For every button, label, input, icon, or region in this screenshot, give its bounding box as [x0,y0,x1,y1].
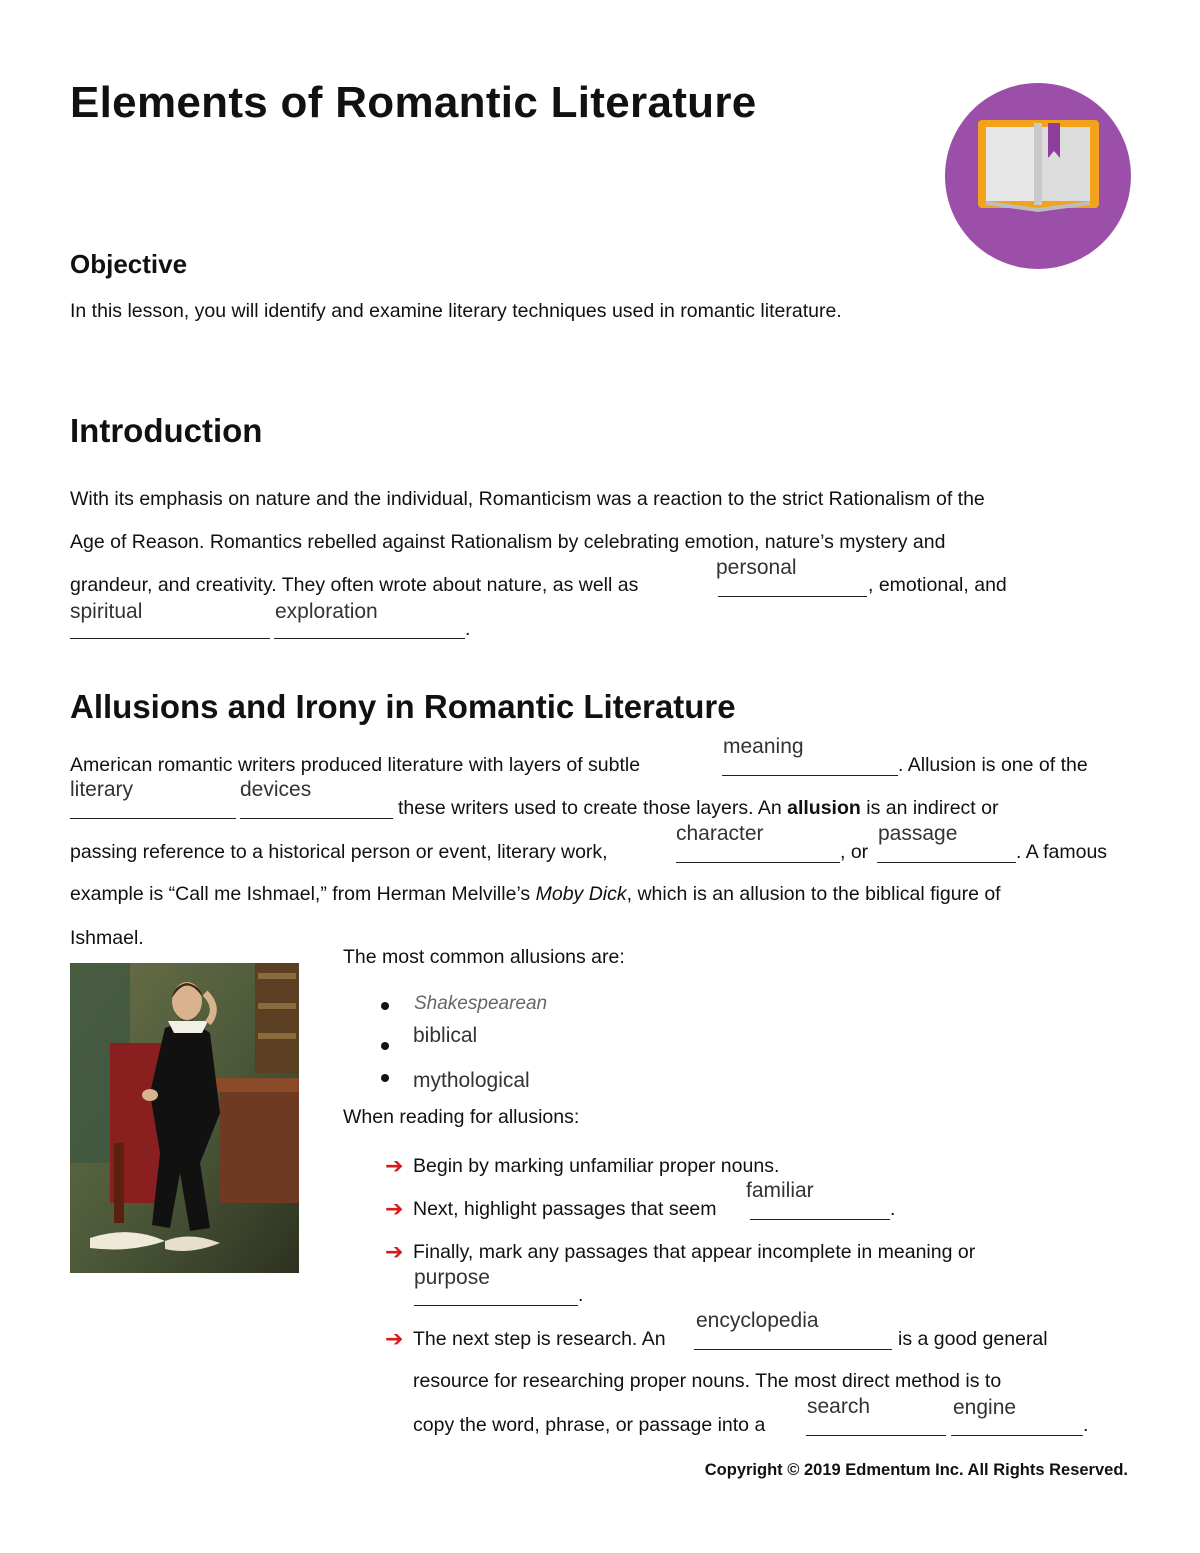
answer-passage[interactable]: passage [878,822,958,845]
reading-step-3: Finally, mark any passages that appear incomplete in meaning or [413,1241,976,1263]
right-arrow-icon: ➔ [385,1196,404,1221]
answer-character[interactable]: character [676,822,764,845]
answer-spiritual[interactable]: spiritual [70,600,143,623]
objective-heading: Objective [70,249,188,279]
answer-purpose[interactable]: purpose [414,1266,490,1289]
blank-line [718,596,867,597]
page-title: Elements of Romantic Literature [70,78,757,127]
reading-step-2b: . [890,1198,896,1220]
right-arrow-icon: ➔ [385,1153,404,1178]
blank-line [274,638,465,639]
blank-line [70,818,236,819]
blank-line [806,1435,946,1436]
reading-step-4a: The next step is research. An [413,1328,666,1350]
blank-line [877,862,1016,863]
blank-line [676,862,840,863]
shakespeare-portrait [70,963,299,1273]
objective-text: In this lesson, you will identify and examine literary techniques used in romantic literature. [70,300,842,322]
intro-line-3b: , emotional, and [868,574,1007,596]
allusions-line-1a: American romantic writers produced literature with layers of subtle [70,754,641,776]
intro-line-3a: grandeur, and creativity. They often wrote about nature, as well as [70,574,639,596]
allusions-line-5: Ishmael. [70,927,144,949]
answer-encyclopedia[interactable]: encyclopedia [696,1309,819,1332]
reading-step-4-line-3: copy the word, phrase, or passage into a [413,1414,766,1436]
answer-literary[interactable]: literary [70,778,134,801]
blank-line [694,1349,892,1350]
bullet-dot [381,1042,389,1050]
allusions-line-3a: passing reference to a historical person or event, literary work, [70,841,608,863]
blank-line [70,638,270,639]
answer-search[interactable]: search [807,1395,871,1418]
blank-line [240,818,393,819]
answer-familiar[interactable]: familiar [746,1179,814,1202]
allusions-line-3c: . A famous [1016,841,1108,863]
reading-step-4-end: . [1083,1414,1089,1436]
allusions-line-3b: , or [840,841,869,863]
right-arrow-icon: ➔ [385,1239,404,1264]
blank-line [951,1435,1083,1436]
open-book-icon [945,83,1131,269]
bullet-dot [381,1002,389,1010]
list-item[interactable]: mythological [413,1069,530,1092]
answer-devices[interactable]: devices [240,778,312,801]
answer-meaning[interactable]: meaning [723,735,804,758]
copyright-footer: Copyright © 2019 Edmentum Inc. All Rights Reserved. [704,1461,1128,1479]
allusions-line-2: these writers used to create those layers. An allusion is an indirect or [398,797,999,819]
reading-step-4b: is a good general [898,1328,1048,1350]
intro-line-1: With its emphasis on nature and the individual, Romanticism was a reaction to the strict Rationalism of the [70,488,985,510]
blank-line [750,1219,890,1220]
list-item[interactable]: biblical [413,1024,478,1047]
allusions-line-1b: . Allusion is one of the [898,754,1088,776]
intro-line-4-end: . [465,618,471,640]
blank-line [722,775,898,776]
answer-personal[interactable]: personal [716,556,797,579]
bullet-dot [381,1074,389,1082]
common-allusions-label: The most common allusions are: [343,946,625,968]
reading-step-2a: Next, highlight passages that seem [413,1198,717,1220]
reading-step-1: Begin by marking unfamiliar proper nouns. [413,1155,780,1177]
reading-step-4-line-2: resource for researching proper nouns. The most direct method is to [413,1370,1002,1392]
introduction-heading: Introduction [70,412,263,449]
blank-line [414,1305,578,1306]
answer-exploration[interactable]: exploration [275,600,378,623]
right-arrow-icon: ➔ [385,1326,404,1351]
list-item[interactable]: Shakespearean [414,993,548,1014]
allusions-line-4: example is “Call me Ishmael,” from Herman Melville’s Moby Dick, which is an allusion to the biblical figure of [70,883,1001,905]
intro-line-2: Age of Reason. Romantics rebelled against Rationalism by celebrating emotion, nature’s mystery and [70,531,946,553]
allusions-heading: Allusions and Irony in Romantic Literature [70,688,736,725]
answer-engine[interactable]: engine [953,1396,1017,1419]
reading-label: When reading for allusions: [343,1106,580,1128]
reading-step-3-end: . [578,1284,584,1306]
